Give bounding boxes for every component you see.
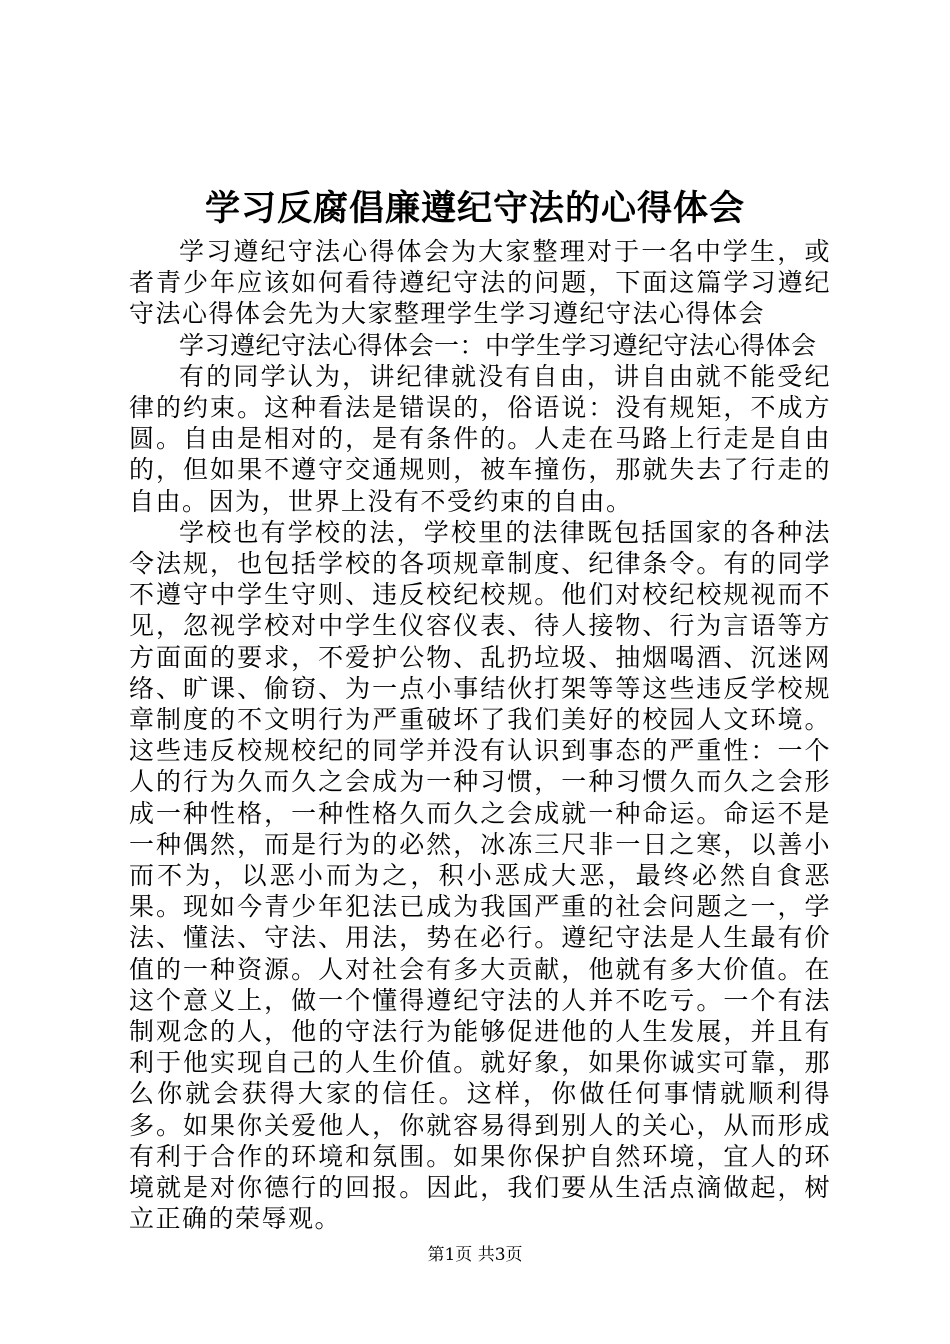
- document-title: 学习反腐倡廉遵纪守法的心得体会: [204, 189, 745, 229]
- paragraph-freedom: 有的同学认为，讲纪律就没有自由，讲自由就不能受纪律的约束。这种看法是错误的，俗语说：没有规矩，不成方圆。自由是相对的，是有条件的。人走在马路上行走是自由的，但如果不遵守交通规则，被车撞伤，那就失去了行走的自由。因为，世界上没有不受约束的自由。: [129, 361, 831, 516]
- document-body: [129, 236, 831, 1235]
- paragraph-school-rules: 学校也有学校的法，学校里的法律既包括国家的各种法令法规，也包括学校的各项规章制度、纪律条令。有的同学不遵守中学生守则、违反校纪校规。他们对校纪校规视而不见，忽视学校对中学生仪容仪表、待人接物、行为言语等方方面面的要求，不爱护公物、乱扔垃圾、抽烟喝酒、沉迷网络、旷课、偷窃、为一点小事结伙打架等等这些违反学校规章制度的不文明行为严重破坏了我们美好的校园人文环境。这些违反校规校纪的同学并没有认识到事态的严重性：一个人的行为久而久之会成为一种习惯，一种习惯久而久之会形成一种性格，一种性格久而久之会成就一种命运。命运不是一种偶然，而是行为的必然，冰冻三尺非一日之寒，以善小而不为，以恶小而为之，积小恶成大恶，最终必然自食恶果。现如今青少年犯法已成为我国严重的社会问题之一，学法、懂法、守法、用法，势在必行。遵纪守法是人生最有价值的一种资源。人对社会有多大贡献，他就有多大价值。在这个意义上，做一个懂得遵纪守法的人并不吃亏。一个有法制观念的人，他的守法行为能够促进他的人生发展，并且有利于他实现自己的人生价值。就好象，如果你诚实可靠，那么你就会获得大家的信任。这样，你做任何事情就顺利得多。如果你关爱他人，你就容易得到别人的关心，从而形成有利于合作的环境和氛围。如果你保护自然环境，宜人的环境就是对你德行的回报。因此，我们要从生活点滴做起，树立正确的荣辱观。: [129, 517, 831, 1234]
- paragraph-subheading: 学习遵纪守法心得体会一：中学生学习遵纪守法心得体会: [179, 330, 817, 360]
- paragraph-intro: 学习遵纪守法心得体会为大家整理对于一名中学生，或者青少年应该如何看待遵纪守法的问题，下面这篇学习遵纪守法心得体会先为大家整理学生学习遵纪守法心得体会: [129, 237, 831, 329]
- page-footer: 第1页 共3页: [427, 1245, 523, 1265]
